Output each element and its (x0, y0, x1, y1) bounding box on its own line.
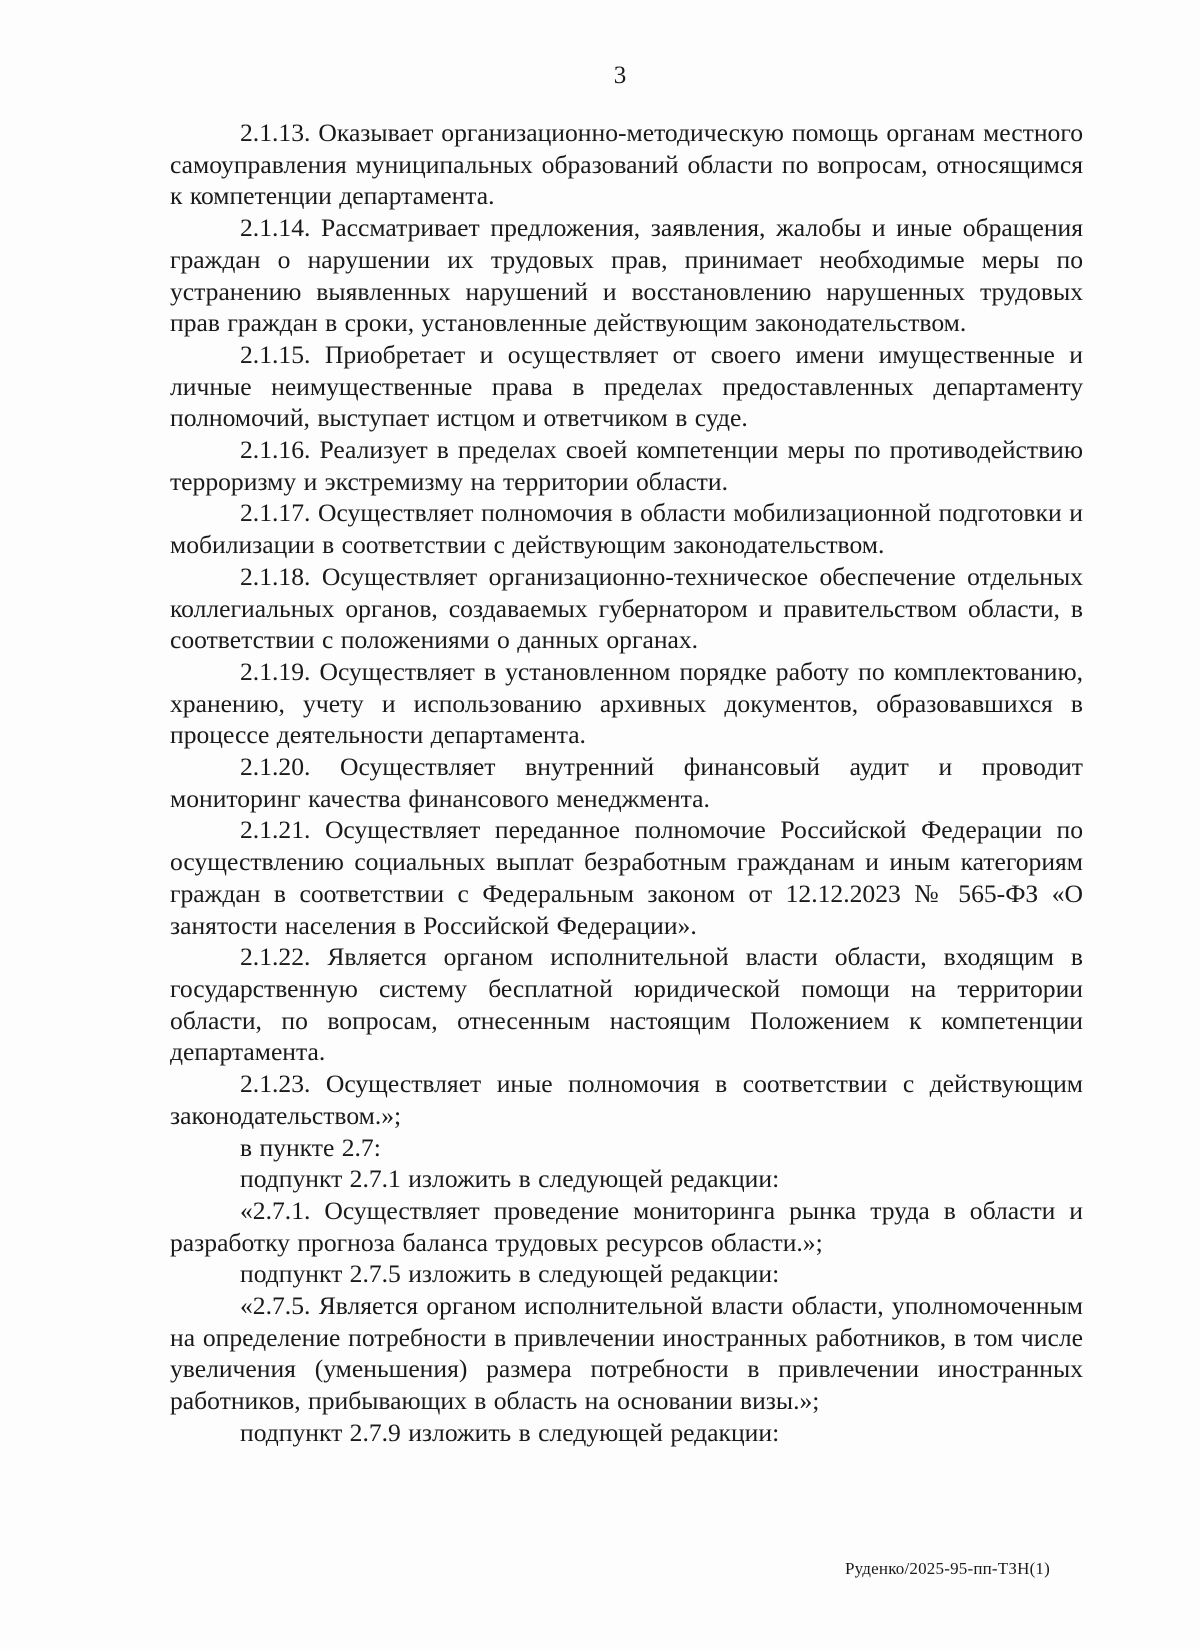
paragraph-2-1-20: 2.1.20. Осуществляет внутренний финансовый аудит и проводит мониторинг качества финансового менеджмента. (170, 752, 1083, 813)
paragraph-2-7-1: «2.7.1. Осуществляет проведение мониторинга рынка труда в области и разработку прогноза баланса трудовых ресурсов области.»; (170, 1195, 1083, 1257)
paragraph-2-1-21: 2.1.21. Осуществляет переданное полномочие Российской Федерации по осуществлению социальных выплат безработным гражданам и иным категориям граждан в соответствии с Федеральным законом от 12.12.2023 № 565-ФЗ «О занятости населения в Российской Федерации». (170, 815, 1083, 940)
paragraph-2-1-17: 2.1.17. Осуществляет полномочия в области мобилизационной подготовки и мобилизации в соответствии с действующим законодательством. (170, 498, 1083, 560)
paragraph-2-1-16: 2.1.16. Реализует в пределах своей компетенции меры по противодействию терроризму и экстремизму на территории области. (170, 435, 1083, 496)
footer-reference: Руденко/2025-95-пп-ТЗН(1) (845, 1559, 1050, 1578)
paragraph-2-1-23: 2.1.23. Осуществляет иные полномочия в соответствии с действующим законодательством.»; (170, 1069, 1083, 1130)
page-number: 3 (613, 62, 627, 89)
paragraph-2-1-18: 2.1.18. Осуществляет организационно-техническое обеспечение отдельных коллегиальных органов, создаваемых губернатором и правительством области, в соответствии с положениями о данных органах. (170, 561, 1083, 655)
paragraph-2-1-22: 2.1.22. Является органом исполнительной власти области, входящим в государственную систему бесплатной юридической помощи на территории области, по вопросам, отнесенным настоящим Положением к компетенции департамента. (170, 942, 1083, 1067)
paragraph-2-1-13: 2.1.13. Оказывает организационно-методическую помощь органам местного самоуправления муниципальных образований области по вопросам, относящимся к компетенции департамента. (170, 118, 1083, 211)
paragraph-subclause-2-7-5-intro: подпункт 2.7.5 изложить в следующей редакции: (240, 1259, 780, 1289)
paragraph-2-1-15: 2.1.15. Приобретает и осуществляет от своего имени имущественные и личные неимущественные права в пределах предоставленных департаменту полномочий, выступает истцом и ответчиком в суде. (170, 339, 1083, 433)
paragraph-clause-2-7: в пункте 2.7: (240, 1132, 381, 1162)
paragraph-subclause-2-7-1-intro: подпункт 2.7.1 изложить в следующей редакции: (240, 1164, 780, 1194)
document-body (170, 117, 1083, 1449)
paragraph-2-1-19: 2.1.19. Осуществляет в установленном порядке работу по комплектованию, хранению, учету и использованию архивных документов, образовавшихся в процессе деятельности департамента. (170, 656, 1083, 750)
paragraph-2-7-5: «2.7.5. Является органом исполнительной власти области, уполномоченным на определение потребности в привлечении иностранных работников, в том числе увеличения (уменьшения) размера потребности в привлечении иностранных работников, прибывающих в область на основании визы.»; (170, 1291, 1083, 1416)
paragraph-subclause-2-7-9-intro: подпункт 2.7.9 изложить в следующей редакции: (240, 1417, 780, 1447)
paragraph-2-1-14: 2.1.14. Рассматривает предложения, заявления, жалобы и иные обращения граждан о нарушении их трудовых прав, принимает необходимые меры по устранению выявленных нарушений и восстановлению нарушенных трудовых прав граждан в сроки, установленные действующим законодательством. (170, 213, 1083, 338)
